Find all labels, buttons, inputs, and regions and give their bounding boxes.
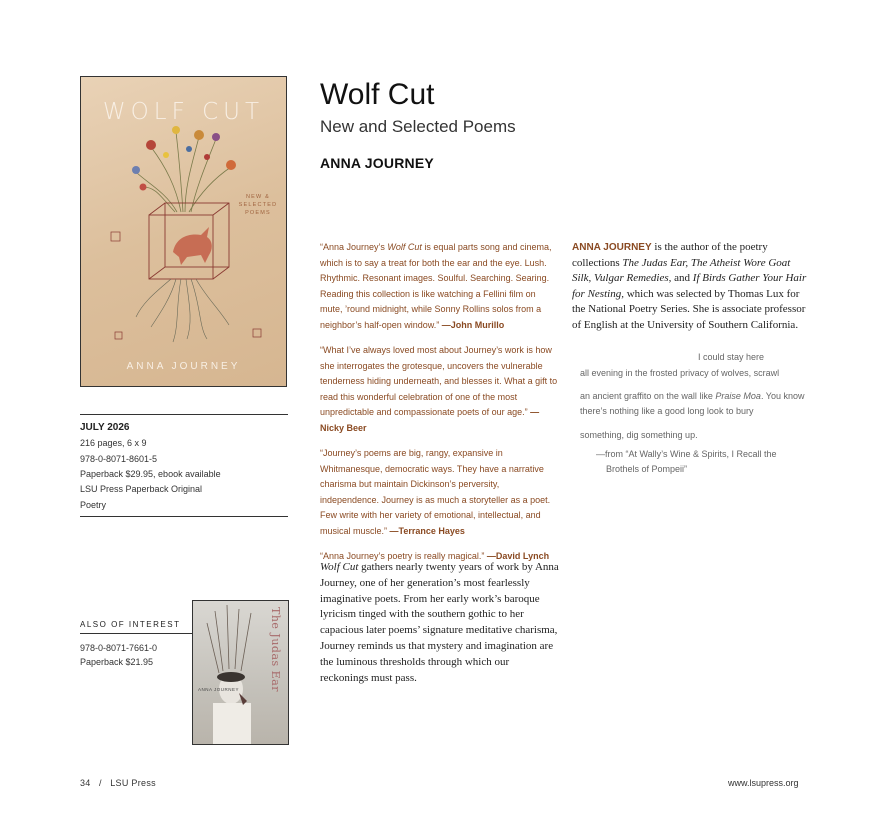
- blurb: “Anna Journey’s Wolf Cut is equal parts song and cinema, which is to say a treat for both the ear and the eye. Lush. Rhythmic. Resonant images. Soulful. Searching. Searing. Reading this collection is like watching a Fellini film on mute, ’round midnight, while Sonny Rollins solos from a neighbor’s half-open window.” —John Murillo: [320, 242, 552, 330]
- divider: [80, 516, 288, 517]
- info-category: Poetry: [80, 500, 107, 510]
- poem-line: something, dig something up.: [580, 430, 698, 440]
- author-bio: ANNA JOURNEY is the author of the poetry collections The Judas Ear, The Atheist Wore Goat Silk, Vulgar Remedies, and If Birds Gather Your Hair for Nesting, which was selected by Thomas Lux for the National Poetry Series. She is associate professor of English at the University of Southern California.: [572, 241, 807, 331]
- website-link[interactable]: www.lsupress.org: [728, 778, 799, 788]
- poem-line: an ancient graffito on the wall like Praise Moa. You know: [580, 391, 805, 401]
- info-edition: LSU Press Paperback Original: [80, 484, 203, 494]
- poem-source: Brothels of Pompeii”: [606, 464, 688, 474]
- blurb: “Journey’s poems are big, rangy, expansive in Whitmanesque, democratic ways. They have a narrative charisma but maintain Dickinson’s perversity, independence. Journey is as much a storyteller as a poet. Few write with her variety of emotional, intellectual, and musical muscle.” —Terrance Hayes: [320, 448, 551, 536]
- blurb: “What I’ve always loved most about Journey’s work is how she interrogates the grotesque, uncovers the vulnerable tenderness hiding underneath, and blesses it. What a gift to read this wonderful celebration of one of the most unpredictable and compassionate poets of our age.” —Nicky Beer: [320, 345, 558, 433]
- also-cover-title: The Judas Ear: [269, 607, 282, 693]
- blurb: “Anna Journey’s poetry is really magical.” —David Lynch: [320, 551, 550, 561]
- cover-title: WOLF CUT: [102, 99, 265, 125]
- publication-date: JULY 2026: [80, 422, 130, 433]
- poem-line: I could stay here: [698, 352, 765, 362]
- poem-line: there’s nothing like a good long look to bury: [580, 406, 754, 416]
- cover-subtitle: NEW & SELECTED POEMS: [238, 194, 278, 216]
- poem-line: all evening in the frosted privacy of wolves, scrawl: [580, 368, 780, 378]
- info-isbn: 978-0-8071-8601-5: [80, 454, 158, 464]
- also-of-interest-label: ALSO OF INTEREST: [80, 620, 181, 629]
- divider: [80, 633, 192, 634]
- poem-source: —from “At Wally’s Wine & Spirits, I Recall the: [596, 449, 777, 459]
- also-cover-author: ANNA JOURNEY: [198, 687, 240, 692]
- info-price: Paperback $29.95, ebook available: [80, 469, 221, 479]
- book-cover: [80, 76, 287, 387]
- page-number: 34 / LSU Press: [80, 778, 156, 788]
- also-price: Paperback $21.95: [80, 657, 154, 667]
- info-pages: 216 pages, 6 x 9: [80, 438, 147, 448]
- divider: [80, 414, 288, 415]
- blurbs: [320, 240, 560, 575]
- book-author: ANNA JOURNEY: [320, 155, 434, 171]
- page-subtitle: New and Selected Poems: [320, 117, 516, 136]
- book-description: Wolf Cut gathers nearly twenty years of work by Anna Journey, one of her generation’s most fearlessly imaginative poets. From her early work’s baroque lyricism tinged with the southern gothic to her capacious later poems’ signature meditative charisma, Journey reminds us that mystery and imagination are the luminous thresholds through which our reckonings must pass.: [320, 561, 559, 684]
- also-book-cover: [192, 600, 289, 745]
- page-title: Wolf Cut: [320, 78, 435, 111]
- cover-author: ANNA JOURNEY: [126, 361, 241, 372]
- also-isbn: 978-0-8071-7661-0: [80, 643, 158, 653]
